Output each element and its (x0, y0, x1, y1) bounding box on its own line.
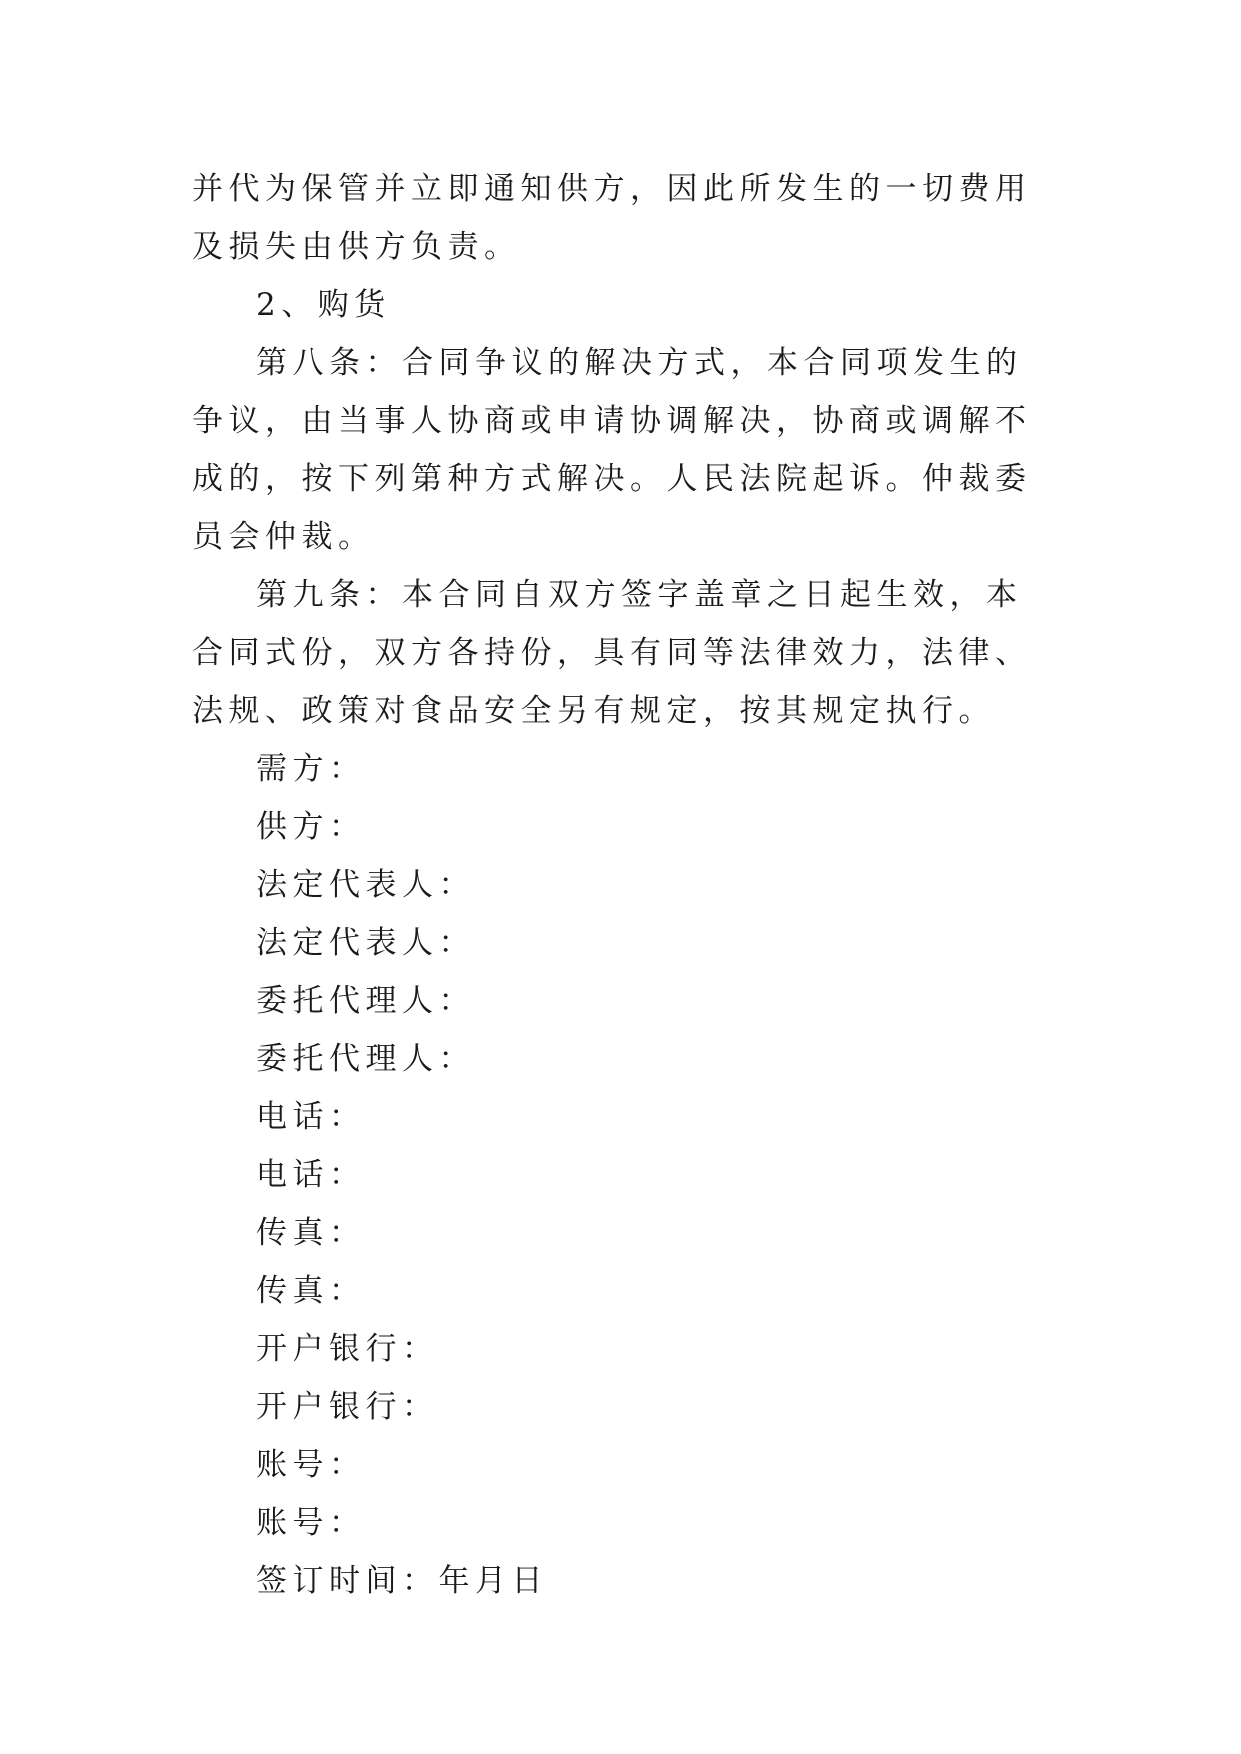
field-agent: 委托代理人： (256, 1041, 475, 1077)
field-legal-rep: 法定代表人： (256, 867, 475, 903)
field-phone: 电话： (256, 1099, 366, 1135)
field-bank: 开户银行： (256, 1389, 439, 1425)
field-phone: 电话： (256, 1157, 366, 1193)
field-supplier: 供方： (256, 809, 366, 845)
field-fax: 传真： (256, 1273, 366, 1309)
paragraph-article-8: 第八条：合同争议的解决方式，本合同项发生的争议，由当事人协商或申请协调解决，协商或调解不成的，按下列第种方式解决。人民法院起诉。仲裁委员会仲裁。 (192, 345, 1032, 555)
field-buyer: 需方： (256, 751, 366, 787)
document-body (192, 160, 1052, 1610)
field-account: 账号： (256, 1447, 366, 1483)
paragraph-article-9: 第九条：本合同自双方签字盖章之日起生效，本合同式份，双方各持份，具有同等法律效力，法律、法规、政策对食品安全另有规定，按其规定执行。 (192, 577, 1032, 729)
field-bank: 开户银行： (256, 1331, 439, 1367)
field-agent: 委托代理人： (256, 983, 475, 1019)
field-sign-date: 签订时间：年月日 (256, 1563, 548, 1599)
field-legal-rep: 法定代表人： (256, 925, 475, 961)
signature-block (192, 740, 1052, 1610)
paragraph-continuation: 并代为保管并立即通知供方，因此所发生的一切费用及损失由供方负责。 (192, 171, 1032, 265)
paragraph-purchase-heading: 2、购货 (256, 287, 391, 323)
field-fax: 传真： (256, 1215, 366, 1251)
field-account: 账号： (256, 1505, 366, 1541)
